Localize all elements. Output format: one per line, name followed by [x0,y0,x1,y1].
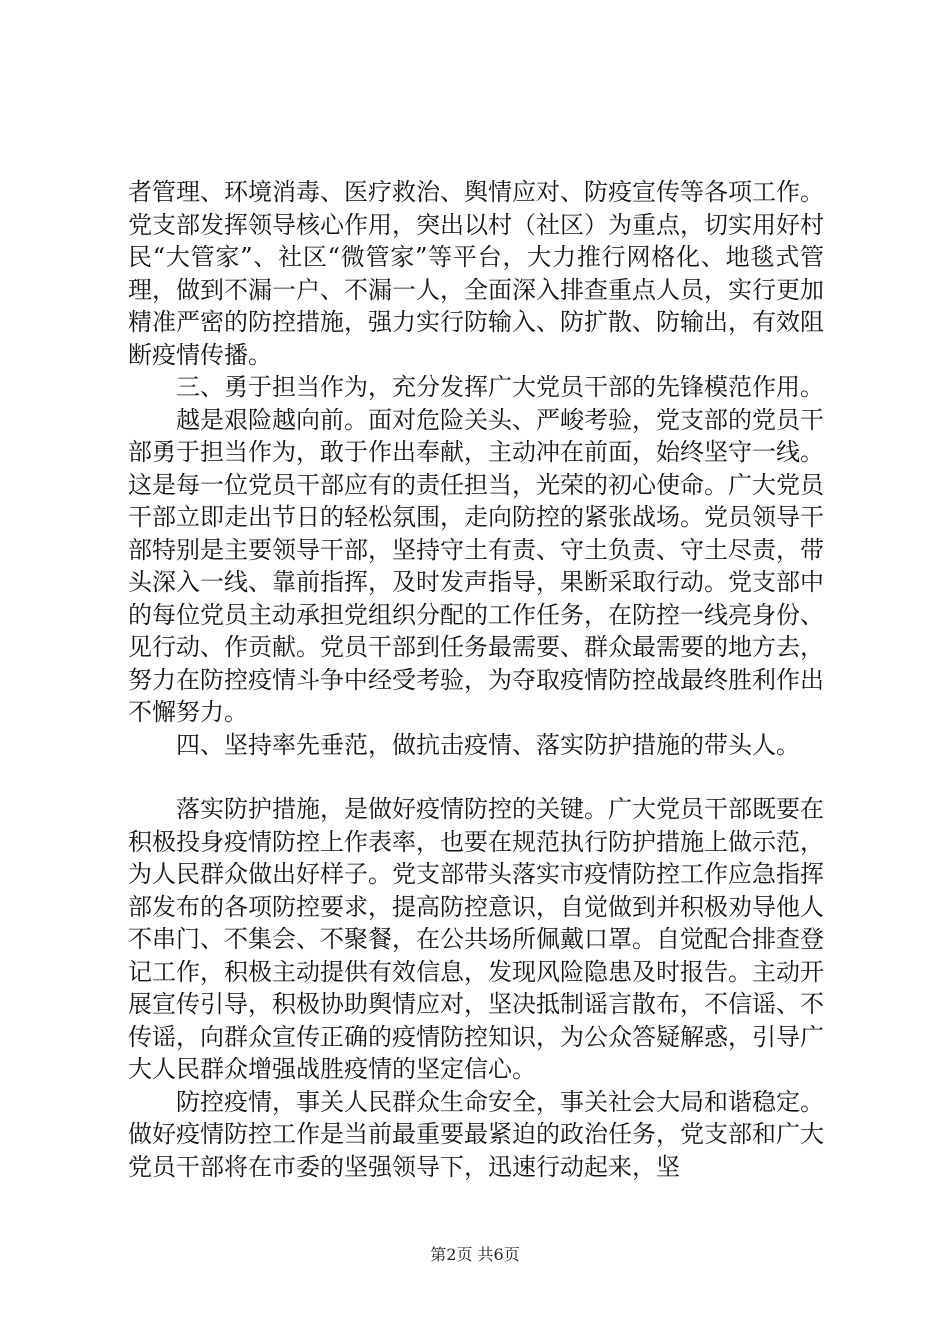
paragraph-continuation: 者管理、环境消毒、医疗救治、舆情应对、防疫宣传等各项工作。党支部发挥领导核心作用，突出以村（社区）为重点，切实用好村民“大管家”、社区“微管家”等平台，大力推行网格化、地毯式管理，做到不漏一户、不漏一人，全面深入排查重点人员，实行更加精准严密的防控措施，强力实行防输入、防扩散、防输出，有效阻断疫情传播。 [128,178,824,369]
page-number-footer: 第2页 共6页 [430,1245,520,1264]
paragraph-closing: 防控疫情，事关人民群众生命安全，事关社会大局和谐稳定。做好疫情防控工作是当前最重要最紧迫的政治任务，党支部和广大党员干部将在市委的坚强领导下，迅速行动起来，坚 [128,1087,824,1181]
section-heading-four: 四、坚持率先垂范，做抗击疫情、落实防护措施的带头人。 [176,730,800,759]
paragraph-section-four: 落实防护措施，是做好疫情防控的关键。广大党员干部既要在积极投身疫情防控上作表率，也要在规范执行防护措施上做示范，为人民群众做出好样子。党支部带头落实市疫情防控工作应急指挥部发布的各项防控要求，提高防控意识，自觉做到并积极劝导他人不串门、不集会、不聚餐，在公共场所佩戴口罩。自觉配合排查登记工作，积极主动提供有效信息，发现风险隐患及时报告。主动开展宣传引导，积极协助舆情应对，坚决抵制谣言散布，不信谣、不传谣，向群众宣传正确的疫情防控知识，为公众答疑解惑，引导广大人民群众增强战胜疫情的坚定信心。 [128,795,824,1083]
document-body [128,176,824,1183]
section-heading-three: 三、勇于担当作为，充分发挥广大党员干部的先锋模范作用。 [176,373,824,401]
paragraph-section-three: 越是艰险越向前。面对危险关头、严峻考验，党支部的党员干部勇于担当作为，敢于作出奉献，主动冲在前面，始终坚守一线。这是每一位党员干部应有的责任担当，光荣的初心使命。广大党员干部立即走出节日的轻松氛围，走向防控的紧张战场。党员领导干部特别是主要领导干部，坚持守土有责、守土负责、守土尽责，带头深入一线、靠前指挥，及时发声指导，果断采取行动。党支部中的每位党员主动承担党组织分配的工作任务，在防控一线亮身份、见行动、作贡献。党员干部到任务最需要、群众最需要的地方去，努力在防控疫情斗争中经受考验，为夺取疫情防控战最终胜利作出不懈努力。 [128,405,824,726]
